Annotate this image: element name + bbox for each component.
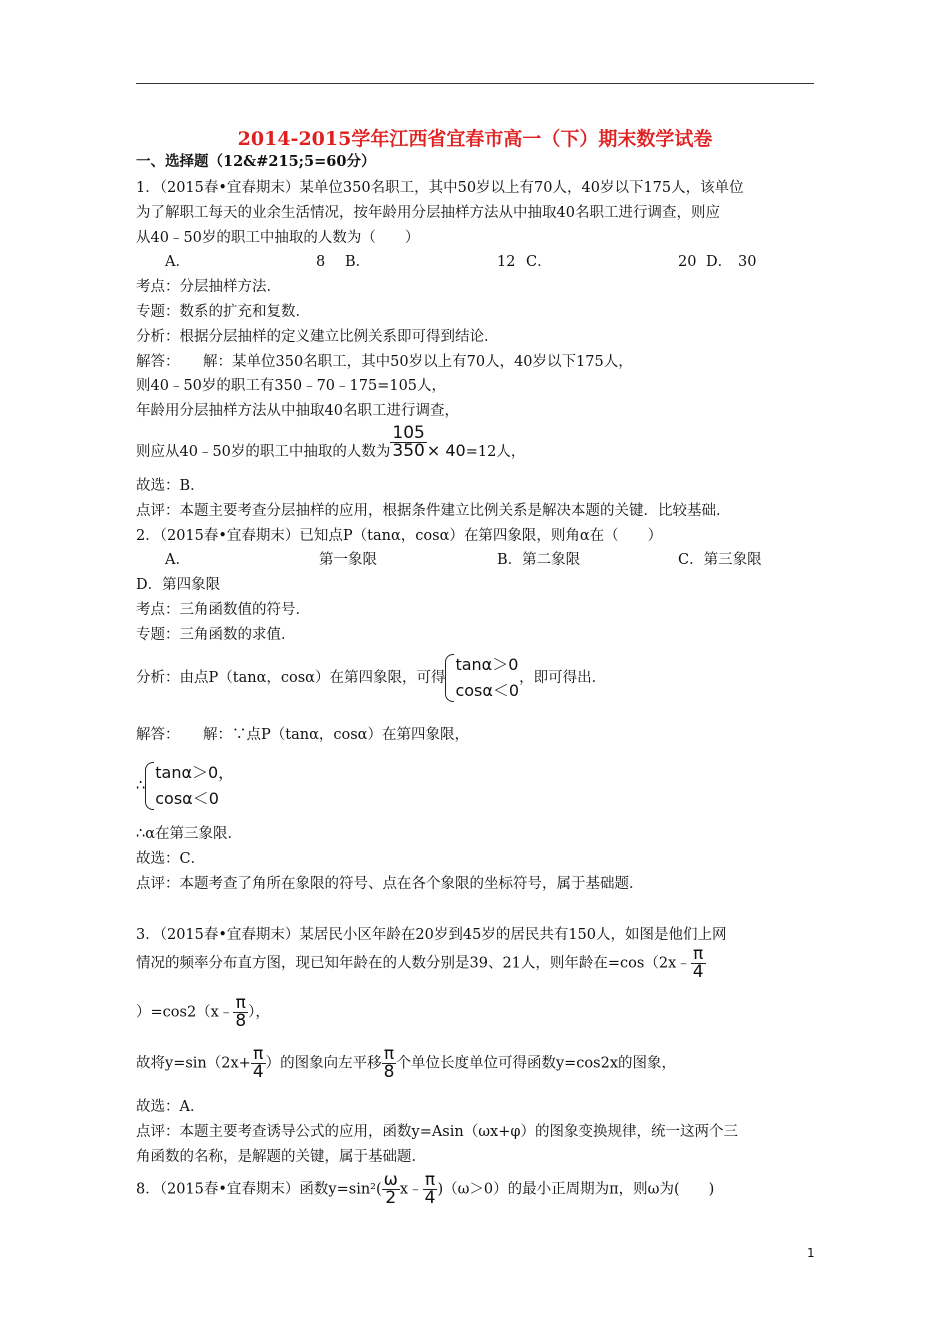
q2-guxuan: 故选：C． <box>136 851 206 867</box>
q2-jieda-line-1: 解：∵点P（tanα，cosα）在第四象限， <box>203 727 469 743</box>
q1-option-d-label: D． <box>706 254 733 270</box>
q1-option-c-label: C． <box>526 254 552 270</box>
q1-line-1: 1．（2015春•宜春期末）某单位350名职工，其中50岁以上有70人，40岁以下175人，该单位 <box>136 180 744 196</box>
q2-fenxi <box>136 652 606 704</box>
q2-line-1: 2．（2015春•宜春期末）已知点P（tanα，cosα）在第四象限，则角α在（ ） <box>136 528 663 544</box>
denominator: 4 <box>692 962 704 982</box>
q1-jieda-line-4 <box>136 425 525 460</box>
q3-fraction-pi-4b <box>251 1046 266 1081</box>
q1-jieda-line-3: 年龄用分层抽样方法从中抽取40名职工进行调查， <box>136 403 459 419</box>
q2-option-c: C．第三象限 <box>678 552 762 568</box>
therefore-symbol: ∴ <box>136 778 146 794</box>
brace <box>145 762 154 810</box>
q8-x-minus: x﹣ <box>399 1181 423 1198</box>
q1-dianping: 点评：本题主要考查分层抽样的应用，根据条件建立比例关系是解决本题的关键．比较基础． <box>136 503 731 519</box>
q1-fraction-numerator: 105 <box>392 423 425 443</box>
q2-jieda-system <box>136 760 234 812</box>
q3-line-2-text: 情况的频率分布直方图，现已知年龄在的人数分别是39、21人，则年龄在=cos（2x﹣ <box>136 955 691 972</box>
q8-fraction-omega-2 <box>382 1172 400 1207</box>
q3-line-3 <box>136 995 270 1030</box>
q1-result: =12人， <box>465 443 526 460</box>
q2-option-a-value: 第一象限 <box>319 552 377 568</box>
q3-line-4-tail: 个单位长度单位可得函数y=cos2x的图象， <box>396 1055 677 1072</box>
pi-numerator: π <box>382 1046 397 1064</box>
q2-system-row-4: cosα＜0 <box>155 789 219 808</box>
q8-text-end: )（ω＞0）的最小正周期为π，则ω为( ) <box>437 1181 715 1198</box>
pi-numerator: π <box>251 1046 266 1064</box>
q2-zhuanti: 专题：三角函数的求值． <box>136 627 296 643</box>
q8-text-start: 8．（2015春•宜春期末）函数y=sin²( <box>136 1181 382 1198</box>
q3-line-4-mid: ）的图象向左平移 <box>265 1055 382 1072</box>
q3-line-3-tail: ）， <box>248 1004 270 1021</box>
omega-numerator: ω <box>383 1170 398 1190</box>
q2-fenxi-system <box>445 652 519 704</box>
q1-jieda-label: 解答： <box>136 354 180 370</box>
q1-guxuan: 故选：B． <box>136 478 205 494</box>
q1-line-3: 从40﹣50岁的职工中抽取的人数为（ ） <box>136 230 420 246</box>
q2-option-d: D．第四象限 <box>136 577 221 593</box>
page-number: 1 <box>807 1246 815 1260</box>
q3-dianping-1: 点评：本题主要考查诱导公式的应用，函数y=Asin（ωx+φ）的图象变换规律，统一这两个三 <box>136 1124 739 1140</box>
q2-answer-system <box>145 760 234 812</box>
q2-fenxi-tail: ，即可得出． <box>519 670 607 686</box>
q3-line-2 <box>136 946 706 981</box>
q1-jieda-line-2: 则40﹣50岁的职工有350﹣70﹣175=105人， <box>136 378 447 394</box>
denominator: 4 <box>252 1062 264 1082</box>
q2-dianping: 点评：本题考查了角所在象限的符号、点在各个象限的坐标符号，属于基础题． <box>136 876 644 892</box>
q1-option-b-value: 12 <box>497 254 516 270</box>
q2-jieda-label: 解答： <box>136 727 180 743</box>
q1-jieda-line-4-text: 则应从40﹣50岁的职工中抽取的人数为 <box>136 443 391 460</box>
pi-numerator: π <box>233 995 248 1013</box>
q3-dianping-2: 角函数的名称，是解题的关键，属于基础题． <box>136 1149 426 1165</box>
q8-line-1 <box>136 1172 714 1207</box>
q3-fraction-pi-8 <box>233 995 248 1030</box>
q3-fraction-pi-8b <box>382 1046 397 1081</box>
q3-line-1: 3．（2015春•宜春期末）某居民小区年龄在20岁到45岁的居民共有150人，如图是他们上网 <box>136 927 727 943</box>
q1-fraction <box>390 425 426 460</box>
header-rule <box>136 83 814 84</box>
denominator: 8 <box>235 1011 247 1031</box>
q1-times-40: × 40 <box>426 440 466 460</box>
denominator: 4 <box>424 1188 436 1208</box>
q1-fenxi: 分析：根据分层抽样的定义建立比例关系即可得到结论． <box>136 329 499 345</box>
q1-option-a-label: A． <box>165 254 190 270</box>
pi-numerator: π <box>423 1172 438 1190</box>
q3-line-4 <box>136 1046 676 1081</box>
brace <box>445 654 454 702</box>
q2-option-a-label: A． <box>165 552 190 568</box>
q1-option-b-label: B． <box>345 254 371 270</box>
q2-fenxi-text: 分析：由点P（tanα，cosα）在第四象限，可得 <box>136 670 446 686</box>
q8-fraction-pi-4 <box>423 1172 438 1207</box>
q1-zhuanti: 专题：数系的扩充和复数． <box>136 304 310 320</box>
q2-system-row-1: tanα＞0 <box>455 655 519 674</box>
q1-option-d-value: 30 <box>738 254 757 270</box>
q1-kaodian: 考点：分层抽样方法． <box>136 279 281 295</box>
q2-kaodian: 考点：三角函数值的符号． <box>136 602 310 618</box>
denominator: 2 <box>385 1188 397 1208</box>
q3-guxuan: 故选：A． <box>136 1099 205 1115</box>
q1-line-2: 为了解职工每天的业余生活情况，按年龄用分层抽样方法从中抽取40名职工进行调查，则应 <box>136 205 720 221</box>
q1-jieda-line-1: 解：某单位350名职工，其中50岁以上有70人，40岁以下175人， <box>203 354 633 370</box>
q1-fraction-denominator: 350 <box>392 441 425 461</box>
q3-line-4-text: 故将y=sin（2x+ <box>136 1055 251 1072</box>
q3-line-3-text: ）=cos2（x﹣ <box>136 1004 234 1021</box>
page-title: 2014-2015学年江西省宜春市高一（下）期末数学试卷 <box>237 128 713 150</box>
q2-system-row-3: tanα＞0， <box>155 763 235 782</box>
q1-option-c-value: 20 <box>678 254 697 270</box>
pi-numerator: π <box>691 946 706 964</box>
q3-fraction-pi-4 <box>691 946 706 981</box>
q2-system-row-2: cosα＜0 <box>455 681 520 700</box>
q2-option-b: B．第二象限 <box>497 552 581 568</box>
q2-jieda-line-2: ∴α在第三象限． <box>136 826 243 842</box>
q1-option-a-value: 8 <box>316 254 326 270</box>
denominator: 8 <box>383 1062 395 1082</box>
section-heading: 一、选择题（12&#215;5=60分） <box>136 153 376 170</box>
